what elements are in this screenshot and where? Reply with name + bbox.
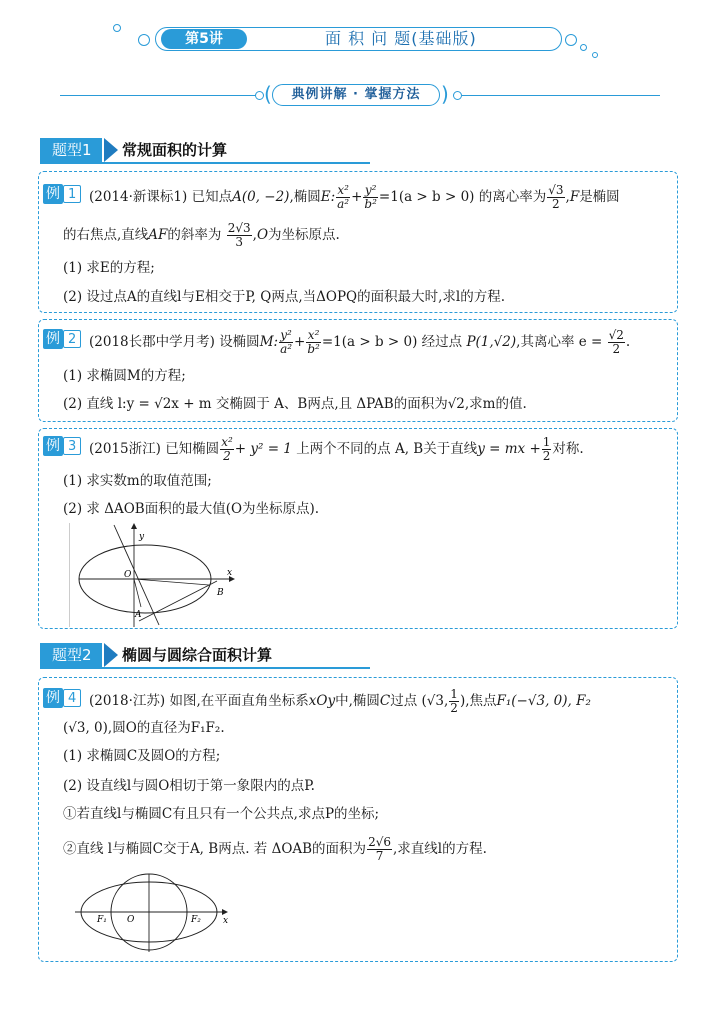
question-2: (2) 求 ΔAOB面积的最大值(O为坐标原点).: [63, 501, 320, 517]
question-1: (1) 求实数m的取值范围;: [63, 473, 212, 489]
label-o: O: [124, 570, 132, 580]
label-x: x: [223, 916, 229, 926]
label-o: O: [127, 915, 135, 925]
example-number: 3: [63, 437, 81, 455]
point-a: A(0, −2): [232, 189, 290, 205]
question-2: (2) 设直线l与圆O相切于第一象限内的点P.: [63, 778, 315, 794]
question-1: (1) 求E的方程;: [63, 260, 155, 276]
question-2: (2) 设过点A的直线l与E相交于P, Q两点,当ΔOPQ的面积最大时,求l的方程.: [63, 289, 505, 305]
fraction: $\frac{2√3}{3}$: [227, 221, 251, 249]
text: 的离心率为: [478, 189, 547, 205]
divider-line: [60, 95, 256, 96]
section-underline: [40, 667, 370, 669]
fraction: $\frac{2√6}{7}$: [368, 835, 391, 863]
section-tag: 题型2: [40, 643, 102, 667]
example-line: (2018·江苏) 如图,在平面直角坐标系xOy中,椭圆C过点 (√3, $\frac{1}{2}$ ),焦点F₁(−√3, 0), F₂: [89, 687, 591, 715]
question-1: (1) 求椭圆M的方程;: [63, 368, 186, 384]
deco-circle: [255, 91, 264, 100]
ellipse-circle-figure: [67, 872, 232, 954]
example-tag: 例: [43, 436, 63, 456]
ellipse-name: E:: [320, 189, 336, 205]
lesson-badge: 第5讲: [161, 29, 247, 49]
label-f2: F₂: [191, 915, 201, 925]
deco-circle: [580, 44, 587, 51]
source: (2015浙江): [89, 441, 161, 457]
label-f1: F₁: [97, 915, 107, 925]
arrow-right-icon: [104, 643, 118, 667]
line-perp: [139, 581, 217, 621]
example-line: (2015浙江) 已知椭圆 $\frac{\text{x²}}{2}$ + y² = 1 上两个不同的点 A, B关于直线y = mx + $\frac{1}{2}$ 对称.: [89, 435, 584, 463]
paren-right: ): [441, 82, 449, 106]
fraction: $\frac{\text{x²}}{2}$: [221, 435, 233, 463]
example-box-1: [38, 171, 678, 313]
deco-circle: [113, 24, 121, 32]
source: (2018长郡中学月考): [89, 334, 215, 350]
example-line: (2018长郡中学月考) 设椭圆M: $\frac{\text{y²}}{\text{a²}}$ + $\frac{\text{x²}}{\text{b²}}$ =1(a > b > 0) 经过点 P(1,√2),其离心率 e = $\frac{√2}{2}$ .: [89, 328, 631, 356]
deco-circle: [138, 34, 150, 46]
equation-rhs: =1(a > b > 0): [378, 189, 475, 205]
section-title: 常规面积的计算: [122, 141, 228, 159]
text: ,椭圆: [289, 189, 321, 205]
y-axis-arrow-icon: [131, 523, 137, 529]
fraction: $\frac{\text{y²}}{\text{b²}}$: [364, 183, 377, 211]
segment-ob: [134, 579, 209, 585]
label-x: x: [227, 568, 233, 578]
label-y: y: [139, 532, 145, 542]
section-title: 椭圆与圆综合面积计算: [122, 646, 273, 664]
deco-circle: [592, 52, 598, 58]
example-number: 1: [63, 185, 81, 203]
label-b: B: [217, 588, 224, 598]
fraction: $\frac{√2}{2}$: [608, 328, 624, 356]
fraction: $\frac{\text{x²}}{\text{a²}}$: [337, 183, 350, 211]
example-tag: 例: [43, 329, 63, 349]
source: (2014·新课标1): [89, 189, 188, 205]
paren-left: (: [264, 82, 272, 106]
arrow-right-icon: [104, 138, 118, 162]
fraction: $\frac{1}{2}$: [450, 687, 458, 715]
example-box-4: [38, 677, 678, 962]
fraction: $\frac{√3}{2}$: [548, 183, 564, 211]
text: 已知点: [191, 189, 233, 205]
sub-banner: 典例讲解 · 掌握方法: [272, 84, 440, 106]
source: (2018·江苏): [89, 693, 166, 709]
divider-line: [462, 95, 660, 96]
example-line: 的右焦点,直线AF的斜率为 $\frac{2√3}{3}$ ,O为坐标原点.: [63, 221, 340, 249]
question-2: (2) 直线 l:y = √2x + m 交椭圆于 A、B两点,且 ΔPAB的面积为√2,求m的值.: [63, 396, 527, 412]
example-tag: 例: [43, 184, 63, 204]
example-number: 2: [63, 330, 81, 348]
fraction: $\frac{\text{y²}}{\text{a²}}$: [280, 328, 293, 356]
question-1: (1) 求椭圆C及圆O的方程;: [63, 748, 221, 764]
deco-circle: [565, 34, 577, 46]
section-heading-1: [40, 138, 380, 164]
example-line: (√3, 0),圆O的直径为F₁F₂.: [63, 720, 225, 736]
example-line: (2014·新课标1) 已知点A(0, −2),椭圆E: $\frac{\text{x²}}{\text{a²}}$ + $\frac{\text{y²}}{\text{b²}}$ =1(a > b > 0) 的离心率为 $\frac{√3}{2}$ ,F是椭圆: [89, 183, 620, 211]
example-box-3: [38, 428, 678, 629]
x-axis-arrow-icon: [222, 909, 228, 915]
question-4: ②直线 l与椭圆C交于A, B两点. 若 ΔOAB的面积为 $\frac{2√6}{7}$ ,求直线l的方程.: [63, 835, 487, 863]
example-box-2: [38, 319, 678, 422]
label-a: A: [135, 610, 142, 620]
ellipse-figure: [69, 523, 239, 627]
page-title: 面 积 问 题(基础版): [325, 29, 477, 48]
example-number: 4: [63, 689, 81, 707]
section-underline: [40, 162, 370, 164]
question-3: ①若直线l与椭圆C有且只有一个公共点,求点P的坐标;: [63, 806, 380, 822]
example-tag: 例: [43, 688, 63, 708]
section-heading-2: [40, 643, 380, 669]
section-tag: 题型1: [40, 138, 102, 162]
deco-circle: [453, 91, 462, 100]
fraction: $\frac{\text{x²}}{\text{b²}}$: [307, 328, 320, 356]
fraction: $\frac{1}{2}$: [542, 435, 551, 463]
